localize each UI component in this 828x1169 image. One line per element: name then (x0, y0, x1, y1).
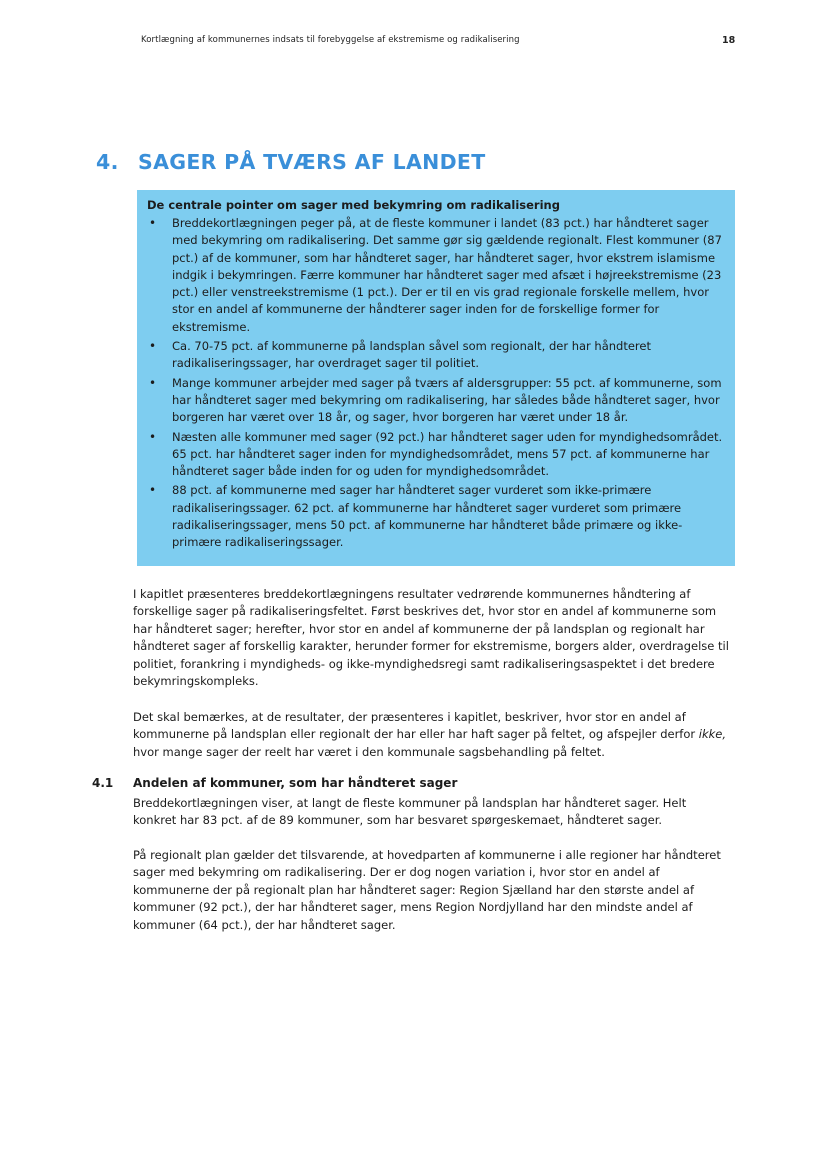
note-text-end: hvor mange sager der reelt har været i den kommunale sagsbehandling på feltet. (133, 744, 605, 759)
intro-paragraph: I kapitlet præsenteres breddekortlægningens resultater vedrørende kommunernes håndtering af forskellige sager på radikaliseringsfeltet. Først beskrives det, hvor stor en andel af kommunerne som har håndteret sager; herefter, hvor stor en andel af kommunerne der på landsplan og regionalt har håndteret sager af forskellig karakter, herunder former for ekstremisme, borgers alder, overdragelse til politiet, forankring i myndigheds- og ikke-myndighedsregi samt radikaliseringsaspektet i det bredere bekymringskompleks. (133, 587, 729, 689)
bullet-icon: • (149, 216, 157, 230)
bullet-text: Næsten alle kommuner med sager (92 pct.) har håndteret sager uden for myndighedsområdet. 65 pct. har håndteret sager inden for myndighedsområdet, mens 57 pct. af kommunerne har håndteret sager både inden for og uden for myndighedsområdet. (172, 429, 723, 479)
chapter-number: 4. (96, 150, 119, 174)
page-number: 18 (722, 35, 736, 46)
bullet-icon: • (149, 429, 157, 444)
running-header: Kortlægning af kommunernes indsats til forebyggelse af ekstremisme og radikalisering (141, 35, 520, 45)
list-item (147, 482, 725, 551)
key-points-box (137, 190, 735, 566)
bullet-text: Ca. 70-75 pct. af kommunerne på landsplan såvel som regionalt, der har håndteret radikaliseringssager, har overdraget sager til politiet. (172, 339, 651, 371)
section-title: Andelen af kommuner, som har håndteret sager (133, 776, 458, 790)
note-paragraph (133, 709, 733, 761)
section-number: 4.1 (92, 776, 114, 790)
bullet-text: 88 pct. af kommunerne med sager har håndteret sager vurderet som ikke-primære radikaliseringssager. 62 pct. af kommunerne har håndteret sager vurderet som primære radikaliseringssager, mens 50 pct. af kommunerne har håndteret både primære og ikke-primære radikaliseringssager. (172, 483, 683, 550)
bullet-icon: • (149, 339, 157, 354)
bullet-text: Breddekortlægningen peger på, at de fleste kommuner i landet (83 pct.) har håndteret sager med bekymring om radikalisering. Det samme gør sig gældende regionalt. Flest kommuner (87 pct.) af de kommuner, som har håndteret sager, har håndteret sager, hvor ekstrem islamisme indgik i bekymringen. Færre kommuner har håndteret sager med afsæt i højreekstremisme (23 pct.) eller venstreekstremisme (1 pct.). Der er til en vis grad regionale forskelle mellem, hvor stor en andel af kommunerne der håndterer sager inden for de forskellige former for ekstremisme. (172, 216, 722, 334)
chapter-title: SAGER PÅ TVÆRS AF LANDET (138, 150, 486, 174)
list-item (147, 375, 725, 427)
section-heading (92, 775, 457, 792)
note-emphasis: ikke, (698, 727, 727, 742)
chapter-heading (96, 150, 485, 174)
note-text: Det skal bemærkes, at de resultater, der præsenteres i kapitlet, beskriver, hvor stor en andel af kommunerne på landsplan eller regionalt der har eller har haft sager på feltet, og afspejler derfor (133, 710, 699, 742)
list-item (147, 215, 725, 336)
section-paragraph: Breddekortlægningen viser, at langt de fleste kommuner på landsplan har håndteret sager. Helt konkret har 83 pct. af de 89 kommuner, som har besvaret spørgeskemaet, håndteret sager. (133, 796, 687, 828)
key-points-list (147, 215, 725, 552)
key-points-title: De centrale pointer om sager med bekymring om radikalisering (147, 198, 560, 212)
bullet-icon: • (149, 375, 157, 390)
bullet-icon: • (149, 483, 157, 498)
bullet-text: Mange kommuner arbejder med sager på tværs af aldersgrupper: 55 pct. af kommunerne, som har håndteret sager med bekymring om radikalisering, har således både håndteret sager, hvor borgeren har været over 18 år, og sager, hvor borgeren har været under 18 år. (172, 375, 722, 425)
list-item (147, 338, 725, 373)
section-paragraph: På regionalt plan gælder det tilsvarende, at hovedparten af kommunerne i alle regioner har håndteret sager med bekymring om radikalisering. Der er dog nogen variation i, hvor stor en andel af kommunerne der på regionalt plan har håndteret sager: Region Sjælland har den største andel af kommuner (92 pct.), der har håndteret sager, mens Region Nordjylland har den mindste andel af kommuner (64 pct.), der har håndteret sager. (133, 848, 721, 932)
list-item (147, 429, 725, 481)
